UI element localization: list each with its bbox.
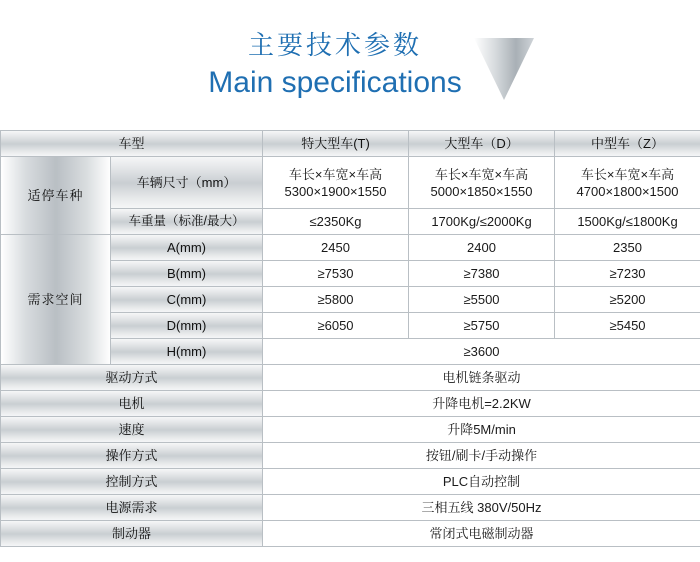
cell-d-z: ≥5450 [555, 313, 700, 339]
cell-a-d: 2400 [409, 235, 555, 261]
row-label-d: D(mm) [111, 313, 263, 339]
cell-vehicle-size-t: 车长×车宽×车高 5300×1900×1550 [263, 157, 409, 209]
cell-d-d: ≥5750 [409, 313, 555, 339]
cell-c-t: ≥5800 [263, 287, 409, 313]
row-label-vehicle-weight: 车重量（标准/最大） [111, 209, 263, 235]
row-label-b: B(mm) [111, 261, 263, 287]
cell-a-z: 2350 [555, 235, 700, 261]
cell-motor: 升降电机=2.2KW [263, 391, 700, 417]
specifications-table [0, 130, 700, 547]
row-label-speed: 速度 [1, 417, 263, 443]
row-label-operation-mode: 操作方式 [1, 443, 263, 469]
header-text-block [0, 28, 700, 102]
header-cell-model: 车型 [1, 131, 263, 157]
cell-operation-mode: 按钮/刷卡/手动操作 [263, 443, 700, 469]
table-row [1, 469, 700, 495]
cell-b-t: ≥7530 [263, 261, 409, 287]
table-row [1, 417, 700, 443]
group-label-vehicle-type: 适停车种 [1, 157, 111, 235]
cell-drive-mode: 电机链条驱动 [263, 365, 700, 391]
cell-vehicle-weight-d: 1700Kg/≤2000Kg [409, 209, 555, 235]
header-cell-model-t: 特大型车(T) [263, 131, 409, 157]
row-label-motor: 电机 [1, 391, 263, 417]
table-header-row [1, 131, 700, 157]
page-header [0, 0, 700, 130]
cell-power-requirement: 三相五线 380V/50Hz [263, 495, 700, 521]
cell-b-z: ≥7230 [555, 261, 700, 287]
header-cell-model-d: 大型车（D） [409, 131, 555, 157]
cell-vehicle-size-z: 车长×车宽×车高 4700×1800×1500 [555, 157, 700, 209]
table-row [1, 521, 700, 547]
row-label-power-requirement: 电源需求 [1, 495, 263, 521]
cell-vehicle-weight-z: 1500Kg/≤1800Kg [555, 209, 700, 235]
table-row [1, 495, 700, 521]
cell-a-t: 2450 [263, 235, 409, 261]
table-row [1, 157, 700, 209]
row-label-vehicle-size: 车辆尺寸（mm） [111, 157, 263, 209]
table-row [1, 443, 700, 469]
table-row [1, 391, 700, 417]
row-label-c: C(mm) [111, 287, 263, 313]
cell-h-all: ≥3600 [263, 339, 700, 365]
row-label-control-mode: 控制方式 [1, 469, 263, 495]
group-label-space-demand: 需求空间 [1, 235, 111, 365]
row-label-brake: 制动器 [1, 521, 263, 547]
cell-d-t: ≥6050 [263, 313, 409, 339]
row-label-drive-mode: 驱动方式 [1, 365, 263, 391]
header-cell-model-z: 中型车（Z） [555, 131, 700, 157]
row-label-a: A(mm) [111, 235, 263, 261]
table-row [1, 365, 700, 391]
cell-brake: 常闭式电磁制动器 [263, 521, 700, 547]
cell-c-z: ≥5200 [555, 287, 700, 313]
cell-control-mode: PLC自动控制 [263, 469, 700, 495]
cell-c-d: ≥5500 [409, 287, 555, 313]
cell-vehicle-weight-t: ≤2350Kg [263, 209, 409, 235]
cell-b-d: ≥7380 [409, 261, 555, 287]
cell-speed: 升降5M/min [263, 417, 700, 443]
page-title-cn: 主要技术参数 [247, 30, 422, 60]
row-label-h: H(mm) [111, 339, 263, 365]
page-title-en: Main specifications [208, 66, 462, 99]
cell-vehicle-size-d: 车长×车宽×车高 5000×1850×1550 [409, 157, 555, 209]
table-row [1, 235, 700, 261]
chevron-down-icon [474, 38, 534, 100]
